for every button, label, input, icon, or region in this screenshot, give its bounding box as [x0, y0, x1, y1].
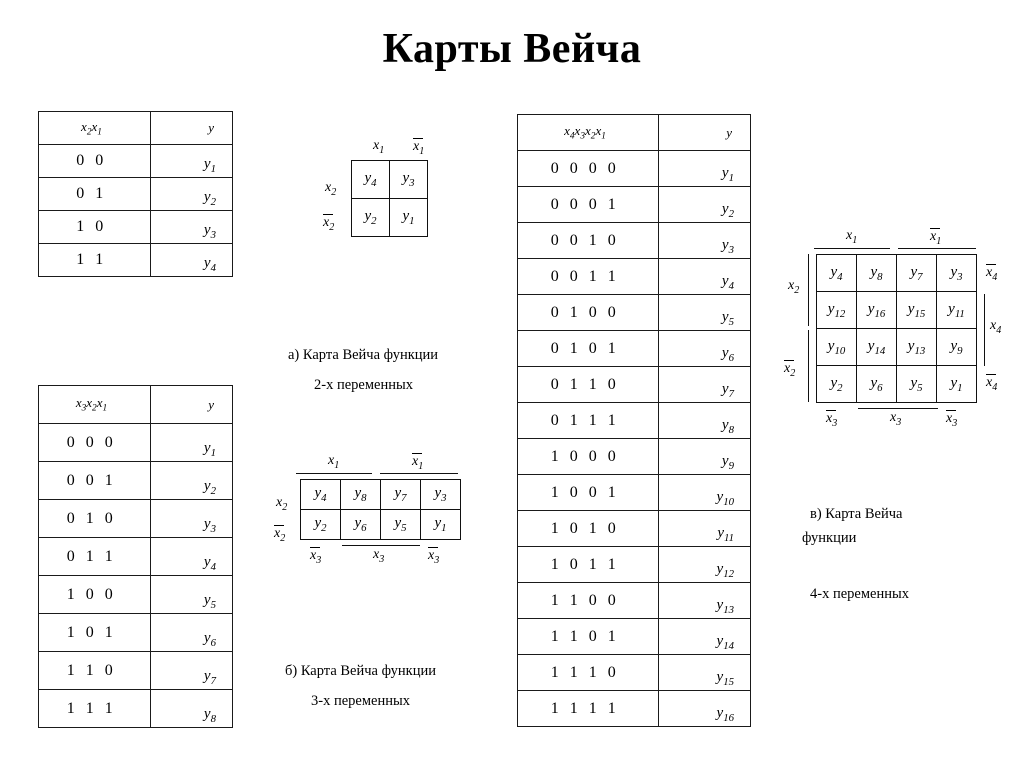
header-cell-y: y: [151, 112, 233, 145]
map3-top-rule-x1-neg: [380, 473, 458, 474]
caption-b: [285, 626, 436, 746]
map4-cell: $y_1$: [937, 366, 977, 403]
cell-y: $y_4$: [659, 259, 751, 295]
cell-y: $y_{14}$: [659, 619, 751, 655]
header-cell-bits: $x_4x_3x_2x_1$: [518, 115, 659, 151]
cell-y: $y_5$: [659, 295, 751, 331]
caption-v: [802, 478, 909, 630]
map3-top-label-x1-neg: $x_1$: [412, 454, 424, 472]
cell-y: $y_1$: [659, 151, 751, 187]
header-cell-bits: $x_3x_2x_1$: [39, 386, 151, 424]
cell-bits: 1 1 1 0: [518, 655, 659, 691]
map4-cell: $y_5$: [897, 366, 937, 403]
cell-bits: 1 1 0: [39, 652, 151, 690]
table-row: [518, 151, 751, 187]
cell-y: $y_2$: [151, 462, 233, 500]
caption-v-line2: функции: [802, 530, 857, 546]
cell-y: $y_3$: [151, 500, 233, 538]
cell-bits: 1 0: [39, 211, 151, 244]
cell-y: $y_5$: [151, 576, 233, 614]
cell-bits: 1 1 0 1: [518, 619, 659, 655]
truth-table-2-variables: [38, 111, 233, 277]
table-row: [39, 244, 233, 277]
cell-y: $y_{10}$: [659, 475, 751, 511]
cell-bits: 1 0 0: [39, 576, 151, 614]
cell-y: $y_{11}$: [659, 511, 751, 547]
table-row: [518, 295, 751, 331]
map4-bottom-label-x3: $x_3$: [890, 410, 902, 428]
cell-y: $y_6$: [659, 331, 751, 367]
map3-bottom-label-x3-neg-right: $x_3$: [428, 548, 440, 566]
map4-cell: $y_{11}$: [937, 292, 977, 329]
map4-right-label-x4: $x_4$: [990, 318, 1002, 336]
map3-cell: $y_5$: [381, 510, 421, 540]
map3-cell: $y_4$: [301, 480, 341, 510]
table-row: [518, 619, 751, 655]
map3-bottom-rule-x3: [342, 545, 420, 546]
veitch-map-3-variables: [274, 453, 478, 575]
caption-b-line1: б) Карта Вейча функции: [285, 663, 436, 679]
map2-cell: $y_2$: [352, 199, 390, 237]
map3-grid: [300, 479, 461, 540]
map3-row: [301, 480, 461, 510]
map3-row: [301, 510, 461, 540]
header-cell-bits: $x_2x_1$: [39, 112, 151, 145]
map4-top-rule-x1-neg: [898, 248, 976, 249]
map4-cell: $y_{12}$: [817, 292, 857, 329]
cell-bits: 0 0 0: [39, 424, 151, 462]
table-row: [518, 223, 751, 259]
cell-bits: 0 0 1: [39, 462, 151, 500]
table-row: [39, 576, 233, 614]
map4-bottom-label-x3-neg-right: $x_3$: [946, 411, 958, 429]
map4-top-label-x1: $x_1$: [846, 228, 858, 246]
map2-cell: $y_4$: [352, 161, 390, 199]
caption-a-line2: 2-х переменных: [314, 377, 413, 393]
map3-row-label-x2-neg: $x_2$: [274, 526, 286, 544]
cell-bits: 0 1 1: [39, 538, 151, 576]
table-row: [518, 691, 751, 727]
cell-y: $y_8$: [659, 403, 751, 439]
map4-cell: $y_{13}$: [897, 329, 937, 366]
map2-grid: [351, 160, 428, 237]
table-row: [518, 547, 751, 583]
map4-cell: $y_7$: [897, 255, 937, 292]
map4-cell: $y_6$: [857, 366, 897, 403]
table-row: [518, 367, 751, 403]
caption-b-line2: 3-х переменных: [311, 693, 410, 709]
table-header-row: [39, 112, 233, 145]
cell-y: $y_1$: [151, 145, 233, 178]
cell-bits: 0 0 0 0: [518, 151, 659, 187]
table-row: [39, 614, 233, 652]
page-title: Карты Вейча: [382, 26, 642, 72]
truth-table-4-variables: [517, 114, 751, 727]
cell-bits: 1 1: [39, 244, 151, 277]
map4-row: [817, 255, 977, 292]
header-cell-y: y: [659, 115, 751, 151]
table-row: [39, 462, 233, 500]
cell-bits: 0 0 1 1: [518, 259, 659, 295]
map3-cell: $y_7$: [381, 480, 421, 510]
cell-y: $y_3$: [151, 211, 233, 244]
table-row: [518, 583, 751, 619]
map4-row: [817, 292, 977, 329]
map4-cell: $y_3$: [937, 255, 977, 292]
map3-cell: $y_8$: [341, 480, 381, 510]
cell-y: $y_4$: [151, 244, 233, 277]
caption-v-line3: 4-х переменных: [810, 586, 909, 602]
cell-y: $y_{15}$: [659, 655, 751, 691]
map3-cell: $y_3$: [421, 480, 461, 510]
table-row: [518, 439, 751, 475]
map4-right-label-x4-neg-bottom: $x_4$: [986, 375, 998, 393]
header-cell-y: y: [151, 386, 233, 424]
map4-cell: $y_8$: [857, 255, 897, 292]
map2-cell: $y_1$: [390, 199, 428, 237]
map4-left-label-x2-neg: $x_2$: [784, 361, 796, 379]
table-row: [39, 211, 233, 244]
table-header-row: [39, 386, 233, 424]
cell-bits: 1 0 1: [39, 614, 151, 652]
table-row: [518, 259, 751, 295]
table-row: [39, 500, 233, 538]
map2-row-label-x2-neg: $x_2$: [323, 215, 335, 233]
map4-row: [817, 366, 977, 403]
table-header-row: [518, 115, 751, 151]
map2-cell: $y_3$: [390, 161, 428, 199]
cell-bits: 1 1 0 0: [518, 583, 659, 619]
table-row: [518, 187, 751, 223]
map3-cell: $y_6$: [341, 510, 381, 540]
cell-bits: 1 1 1 1: [518, 691, 659, 727]
map4-left-rule-x2-neg: [808, 330, 809, 402]
cell-bits: 0 0 0 1: [518, 187, 659, 223]
table-row: [39, 538, 233, 576]
map3-bottom-label-x3-neg-left: $x_3$: [310, 548, 322, 566]
map4-top-rule-x1: [814, 248, 890, 249]
cell-bits: 0 0 1 0: [518, 223, 659, 259]
map3-top-label-x1: $x_1$: [328, 453, 340, 471]
cell-y: $y_9$: [659, 439, 751, 475]
cell-y: $y_7$: [151, 652, 233, 690]
veitch-map-4-variables: [784, 228, 1010, 430]
table-row: [39, 652, 233, 690]
cell-y: $y_4$: [151, 538, 233, 576]
map4-cell: $y_9$: [937, 329, 977, 366]
table-row: [518, 403, 751, 439]
cell-bits: 0 1 0: [39, 500, 151, 538]
table-row: [518, 331, 751, 367]
cell-bits: 0 1 0 1: [518, 331, 659, 367]
table-row: [518, 511, 751, 547]
cell-bits: 1 1 1: [39, 690, 151, 728]
cell-bits: 0 1 1 0: [518, 367, 659, 403]
cell-bits: 0 1 0 0: [518, 295, 659, 331]
map4-right-rule-x4: [984, 294, 985, 366]
map2-row: [352, 161, 428, 199]
map3-cell: $y_1$: [421, 510, 461, 540]
map4-cell: $y_{10}$: [817, 329, 857, 366]
map4-cell: $y_{16}$: [857, 292, 897, 329]
map4-right-label-x4-neg-top: $x_4$: [986, 265, 998, 283]
table-row: [39, 690, 233, 728]
table-row: [39, 424, 233, 462]
cell-bits: 0 1 1 1: [518, 403, 659, 439]
map4-cell: $y_2$: [817, 366, 857, 403]
table-row: [39, 178, 233, 211]
map2-row: [352, 199, 428, 237]
table-row: [518, 475, 751, 511]
map2-col-label-x1-neg: $x_1$: [413, 139, 425, 157]
map3-row-label-x2: $x_2$: [276, 495, 288, 513]
cell-y: $y_{12}$: [659, 547, 751, 583]
cell-y: $y_{16}$: [659, 691, 751, 727]
cell-y: $y_2$: [151, 178, 233, 211]
cell-y: $y_7$: [659, 367, 751, 403]
cell-bits: 1 0 1 1: [518, 547, 659, 583]
caption-a-line1: а) Карта Вейча функции: [288, 347, 439, 363]
cell-y: $y_1$: [151, 424, 233, 462]
caption-a: [288, 310, 438, 430]
cell-bits: 1 0 0 1: [518, 475, 659, 511]
map4-bottom-rule-x3: [858, 408, 938, 409]
map4-cell: $y_4$: [817, 255, 857, 292]
map4-bottom-label-x3-neg-left: $x_3$: [826, 411, 838, 429]
caption-v-line1: в) Карта Вейча: [810, 506, 903, 522]
cell-y: $y_2$: [659, 187, 751, 223]
cell-y: $y_6$: [151, 614, 233, 652]
map3-bottom-label-x3: $x_3$: [373, 547, 385, 565]
map4-left-label-x2: $x_2$: [788, 278, 800, 296]
map2-row-label-x2: $x_2$: [325, 180, 337, 198]
map4-grid: [816, 254, 977, 403]
truth-table-3-variables: [38, 385, 233, 728]
cell-y: $y_8$: [151, 690, 233, 728]
map3-cell: $y_2$: [301, 510, 341, 540]
map4-cell: $y_{15}$: [897, 292, 937, 329]
table-row: [518, 655, 751, 691]
map4-row: [817, 329, 977, 366]
map4-cell: $y_{14}$: [857, 329, 897, 366]
map4-left-rule-x2: [808, 254, 809, 326]
map3-top-rule-x1: [296, 473, 372, 474]
cell-bits: 1 0 1 0: [518, 511, 659, 547]
cell-bits: 1 0 0 0: [518, 439, 659, 475]
cell-y: $y_3$: [659, 223, 751, 259]
cell-bits: 0 0: [39, 145, 151, 178]
map4-top-label-x1-neg: $x_1$: [930, 229, 942, 247]
cell-bits: 0 1: [39, 178, 151, 211]
cell-y: $y_{13}$: [659, 583, 751, 619]
table-row: [39, 145, 233, 178]
map2-col-label-x1: $x_1$: [373, 138, 385, 156]
veitch-map-2-variables: [325, 140, 445, 250]
